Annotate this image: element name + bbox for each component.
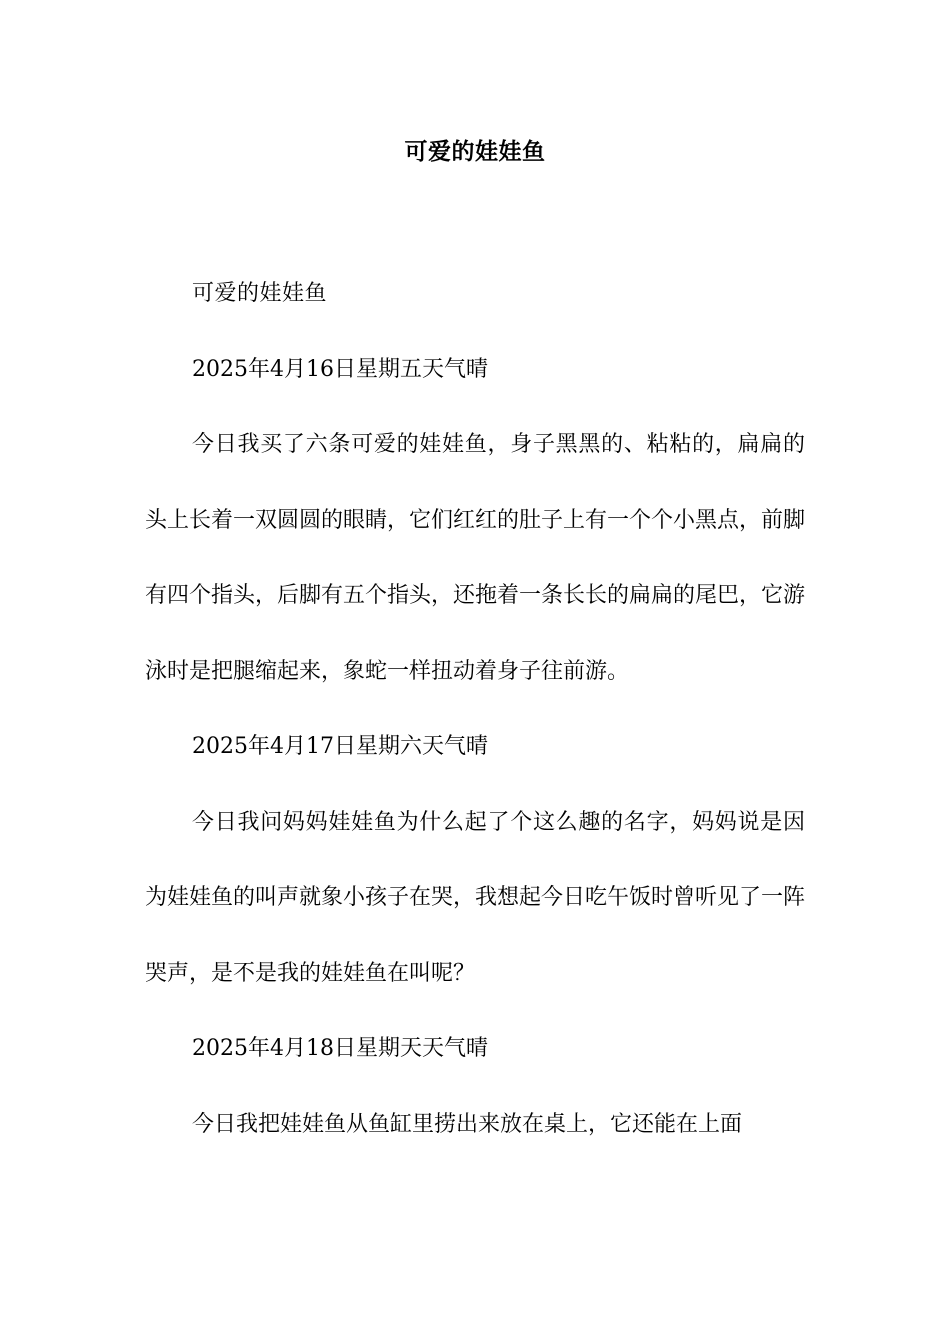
- entry-date: 2025年4月17日星期六天气晴: [192, 734, 488, 759]
- document-title: 可爱的娃娃鱼: [404, 139, 546, 165]
- entry-date: 2025年4月16日星期五天气晴: [192, 356, 488, 382]
- entry-paragraph: 今日我买了六条可爱的娃娃鱼，身子黑黑的、粘粘的，扁扁的头上长着一双圆圆的眼睛，它们红红的肚子上有一个个小黑点，前脚有四个指头，后脚有五个指头，还拖着一条长长的扁扁的尾巴，它游泳时是把腿缩起来，象蛇一样扭动着身子往前游。: [145, 432, 806, 684]
- subtitle: 可爱的娃娃鱼: [192, 281, 328, 306]
- document-body: [145, 256, 805, 1162]
- entry-date: 2025年4月18日星期天天气晴: [192, 1036, 488, 1061]
- entry-paragraph: 今日我问妈妈娃娃鱼为什么起了个这么趣的名字，妈妈说是因为娃娃鱼的叫声就象小孩子在哭，我想起今日吃午饭时曾听见了一阵哭声，是不是我的娃娃鱼在叫呢？: [145, 809, 806, 986]
- entry-paragraph: 今日我把娃娃鱼从鱼缸里捞出来放在桌上，它还能在上面: [192, 1111, 743, 1137]
